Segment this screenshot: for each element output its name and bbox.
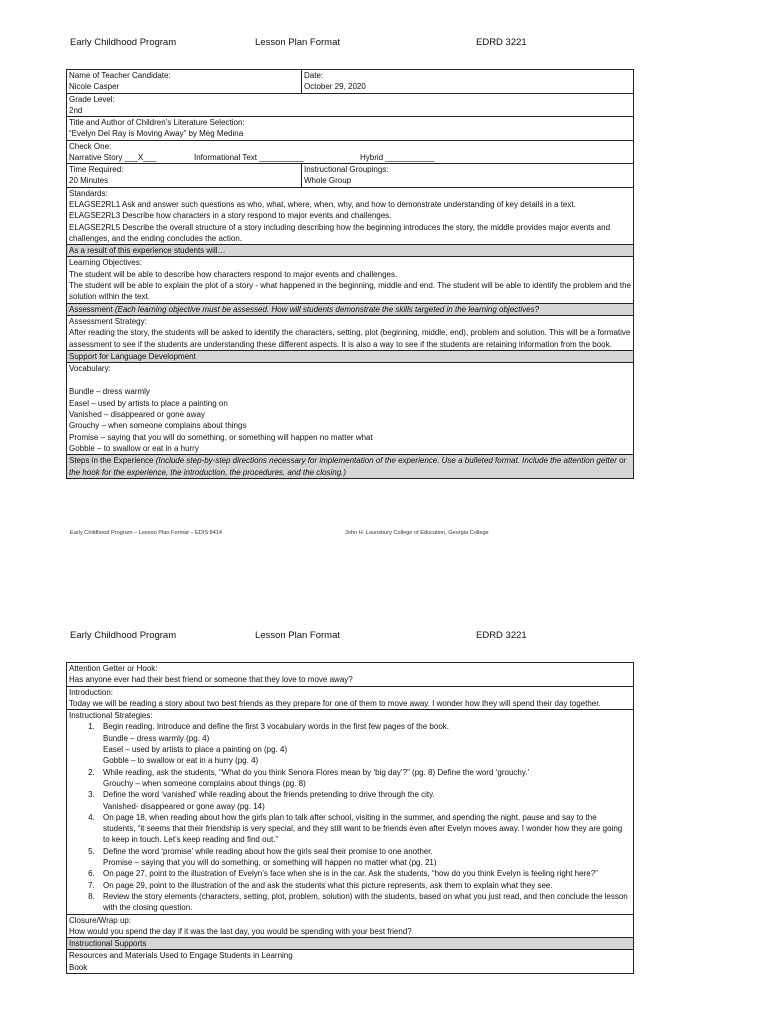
assessment-heading	[67, 303, 634, 315]
steps-note: (Include step-by-step directions necessary for implementation of the experience. Use a bulleted format. Include the attention getter or the hook for the experience, the introduction, the procedures, and the closing.)	[69, 456, 627, 477]
vocab-item: Bundle – dress warmly	[69, 387, 150, 397]
format-name: Lesson Plan Format	[255, 37, 341, 48]
check-options	[69, 152, 631, 163]
resources-cell	[67, 950, 634, 974]
strategy-text: After reading the story, the students will be asked to identify the characters, setting, plot (beginning, middle, end), problem and solution. This will be a formative assessment to see if the students are understanding these different aspects. It is also a way to see if the students are retaining information from the book.	[69, 328, 631, 349]
steps-heading	[67, 455, 634, 479]
date-label: Date:	[304, 71, 324, 80]
standards-label: Standards:	[69, 188, 108, 198]
step-sub: Bundle – dress warmly (pg. 4)	[103, 733, 210, 743]
assessment-heading-line	[69, 304, 631, 315]
standard-3: ELAGSE2RL5 Describe the overall structure of a story including describing how the beginning introduces the story, the middle provides major events and challenges, and the ending concludes the action.	[69, 222, 611, 243]
standard-1: ELAGSE2RL1 Ask and answer such questions as who, what, where, when, why, and how to demonstrate understanding of key details in a text.	[69, 199, 576, 209]
check-hybrid: Hybrid ___________	[360, 153, 435, 163]
assessment-note: (Each learning objective must be assessed. How will students demonstrate the skills targeted in the learning objectives?	[114, 304, 540, 314]
step-item	[97, 767, 631, 790]
vocab-item: Gobble – to swallow or eat in a hurry	[69, 443, 199, 453]
title-value: “Evelyn Del Ray is Moving Away” by Meg Medina	[69, 129, 244, 139]
vocab-item: Promise – saying that you will do something, or something will happen no matter what	[69, 432, 373, 442]
time-label: Time Required:	[69, 165, 124, 175]
strategy-steps	[69, 721, 631, 913]
grade-value: 2nd	[69, 105, 83, 115]
strategies-cell	[67, 710, 634, 914]
page-header-1	[0, 37, 768, 51]
program-name: Early Childhood Program	[70, 630, 177, 641]
assessment-heading-text: Assessment	[69, 304, 113, 314]
language-heading-text: Support for Language Development	[69, 351, 196, 361]
step-item	[97, 789, 631, 812]
closure-text: How would you spend the day if it was the last day, you would be spending with your best friend?	[69, 926, 412, 936]
groupings-cell	[302, 164, 634, 188]
check-narrative: Narrative Story ___X___	[69, 153, 157, 163]
grade-label: Grade Level:	[69, 94, 115, 104]
step-item	[97, 812, 631, 846]
result-heading-text: As a result of this experience students will…	[69, 246, 226, 256]
objective-1: The student will be able to describe how characters respond to major events and challenges.	[69, 269, 398, 279]
step-item	[97, 868, 631, 879]
closure-label: Closure/Wrap up:	[69, 915, 132, 925]
step-text: 1. Begin reading. Introduce and define the first 3 vocabulary words in the first few pages of the book.	[103, 722, 449, 732]
vocab-label: Vocabulary:	[69, 364, 111, 374]
step-text: 7. On page 29, point to the illustration of the and ask the students what this picture represents, ask them to explain what they see.	[103, 880, 553, 890]
step-item	[97, 721, 631, 766]
standards-cell	[67, 187, 634, 244]
vocab-item: Vanished – disappeared or gone away	[69, 410, 205, 420]
step-item	[97, 880, 631, 891]
supports-heading	[67, 938, 634, 950]
teacher-value: Nicole Casper	[69, 82, 120, 92]
step-text: 6. On page 27, point to the illustration of Evelyn’s face when she is in the car. Ask the students, “how do you think Evelyn is feeling right here?”	[103, 869, 598, 879]
language-heading	[67, 350, 634, 362]
format-name: Lesson Plan Format	[255, 630, 341, 641]
strategy-label: Assessment Strategy:	[69, 316, 147, 326]
vocab-item: Easel – used by artists to place a painting on	[69, 398, 228, 408]
vocab-item: Grouchy – when someone complains about things	[69, 421, 247, 431]
step-text: 5. Define the word ‘promise’ while reading about how the girls seal their promise to one another.	[103, 846, 433, 856]
objectives-cell	[67, 257, 634, 303]
steps-heading-block	[69, 455, 631, 478]
time-value: 20 Minutes	[69, 176, 109, 186]
attention-label: Attention Getter or Hook:	[69, 664, 158, 673]
steps-heading-text: Steps in the Experience	[69, 456, 154, 466]
step-text: 8. Review the story elements (characters, setting, plot, problem, solution) with the students, based on what you just read, and then conclude the lesson with the closing question.	[103, 891, 628, 913]
objectives-label: Learning Objectives:	[69, 258, 142, 268]
step-text: 2. While reading, ask the students, “What do you think Senora Flores mean by ‘big day’?” (pg. 8) Define the word ‘grouchy.’	[103, 767, 530, 777]
resources-value: Book	[69, 962, 88, 972]
objective-2: The student will be able to explain the plot of a story - what happened in the beginning, middle and end. The student will be able to identify the problem and the solution within the text.	[69, 281, 631, 302]
step-item	[97, 846, 631, 869]
grade-cell	[67, 93, 634, 117]
result-heading	[67, 245, 634, 257]
footer-right: John H. Lounsbury College of Education, Georgia College	[345, 530, 489, 536]
standard-2: ELAGSE2RL3 Describe how characters in a story respond to major events and challenges.	[69, 211, 392, 221]
teacher-label: Name of Teacher Candidate:	[69, 71, 171, 80]
footer-left: Early Childhood Program – Lesson Plan Format – EDIS 8414	[70, 530, 223, 536]
page-header-2	[0, 630, 768, 644]
date-cell	[302, 70, 634, 94]
check-label: Check One:	[69, 141, 112, 151]
program-name: Early Childhood Program	[70, 37, 177, 48]
step-item	[97, 891, 631, 914]
teacher-cell	[67, 70, 302, 94]
step-sub: Grouchy – when someone complains about things (pg. 8)	[103, 778, 306, 788]
intro-label: Introduction:	[69, 687, 114, 697]
step-text: 4. On page 18, when reading about how the girls plan to talk after school, visiting in the summer, and spending the night, pause and say to the students, “it seems that their friendship is very special, and they still want to be friends even after Evelyn moves away. I wonder how they are going to keep in touch. Let’s keep reading and find out.”	[103, 812, 623, 845]
intro-text: Today we will be reading a story about two best friends as they prepare for one of them to move away. I wonder how they will spend their day together.	[69, 698, 601, 708]
strategies-label: Instructional Strategies:	[69, 711, 153, 721]
attention-text: Has anyone ever had their best friend or someone that they love to move away?	[69, 675, 353, 685]
date-value: October 29, 2020	[304, 82, 366, 92]
course-code: EDRD 3221	[476, 630, 527, 641]
vocabulary-cell	[67, 363, 634, 455]
attention-cell	[67, 663, 634, 687]
time-cell	[67, 164, 302, 188]
resources-label: Resources and Materials Used to Engage Students in Learning	[69, 951, 293, 961]
supports-heading-text: Instructional Supports	[69, 939, 147, 949]
step-sub: Gobble – to swallow or eat in a hurry (pg. 4)	[103, 756, 259, 766]
check-informational: Informational Text __________	[194, 153, 304, 163]
step-sub: Easel – used by artists to place a painting on (pg. 4)	[103, 745, 288, 755]
course-code: EDRD 3221	[476, 37, 527, 48]
intro-cell	[67, 686, 634, 710]
lesson-plan-table-1	[66, 69, 634, 479]
title-label: Title and Author of Children’s Literature Selection:	[69, 118, 245, 128]
step-sub: Promise – saying that you will do something, or something will happen no matter what (pg. 21)	[103, 858, 437, 868]
lesson-plan-table-2	[66, 662, 634, 974]
strategy-cell	[67, 315, 634, 350]
groupings-value: Whole Group	[304, 176, 352, 186]
closure-cell	[67, 914, 634, 938]
check-cell	[67, 140, 634, 163]
step-text: 3. Define the word ‘vanished’ while reading about the friends pretending to drive through the city.	[103, 790, 435, 800]
title-cell	[67, 117, 634, 141]
step-sub: Vanished- disappeared or gone away (pg. 14)	[103, 801, 265, 811]
groupings-label: Instructional Groupings:	[304, 165, 389, 175]
